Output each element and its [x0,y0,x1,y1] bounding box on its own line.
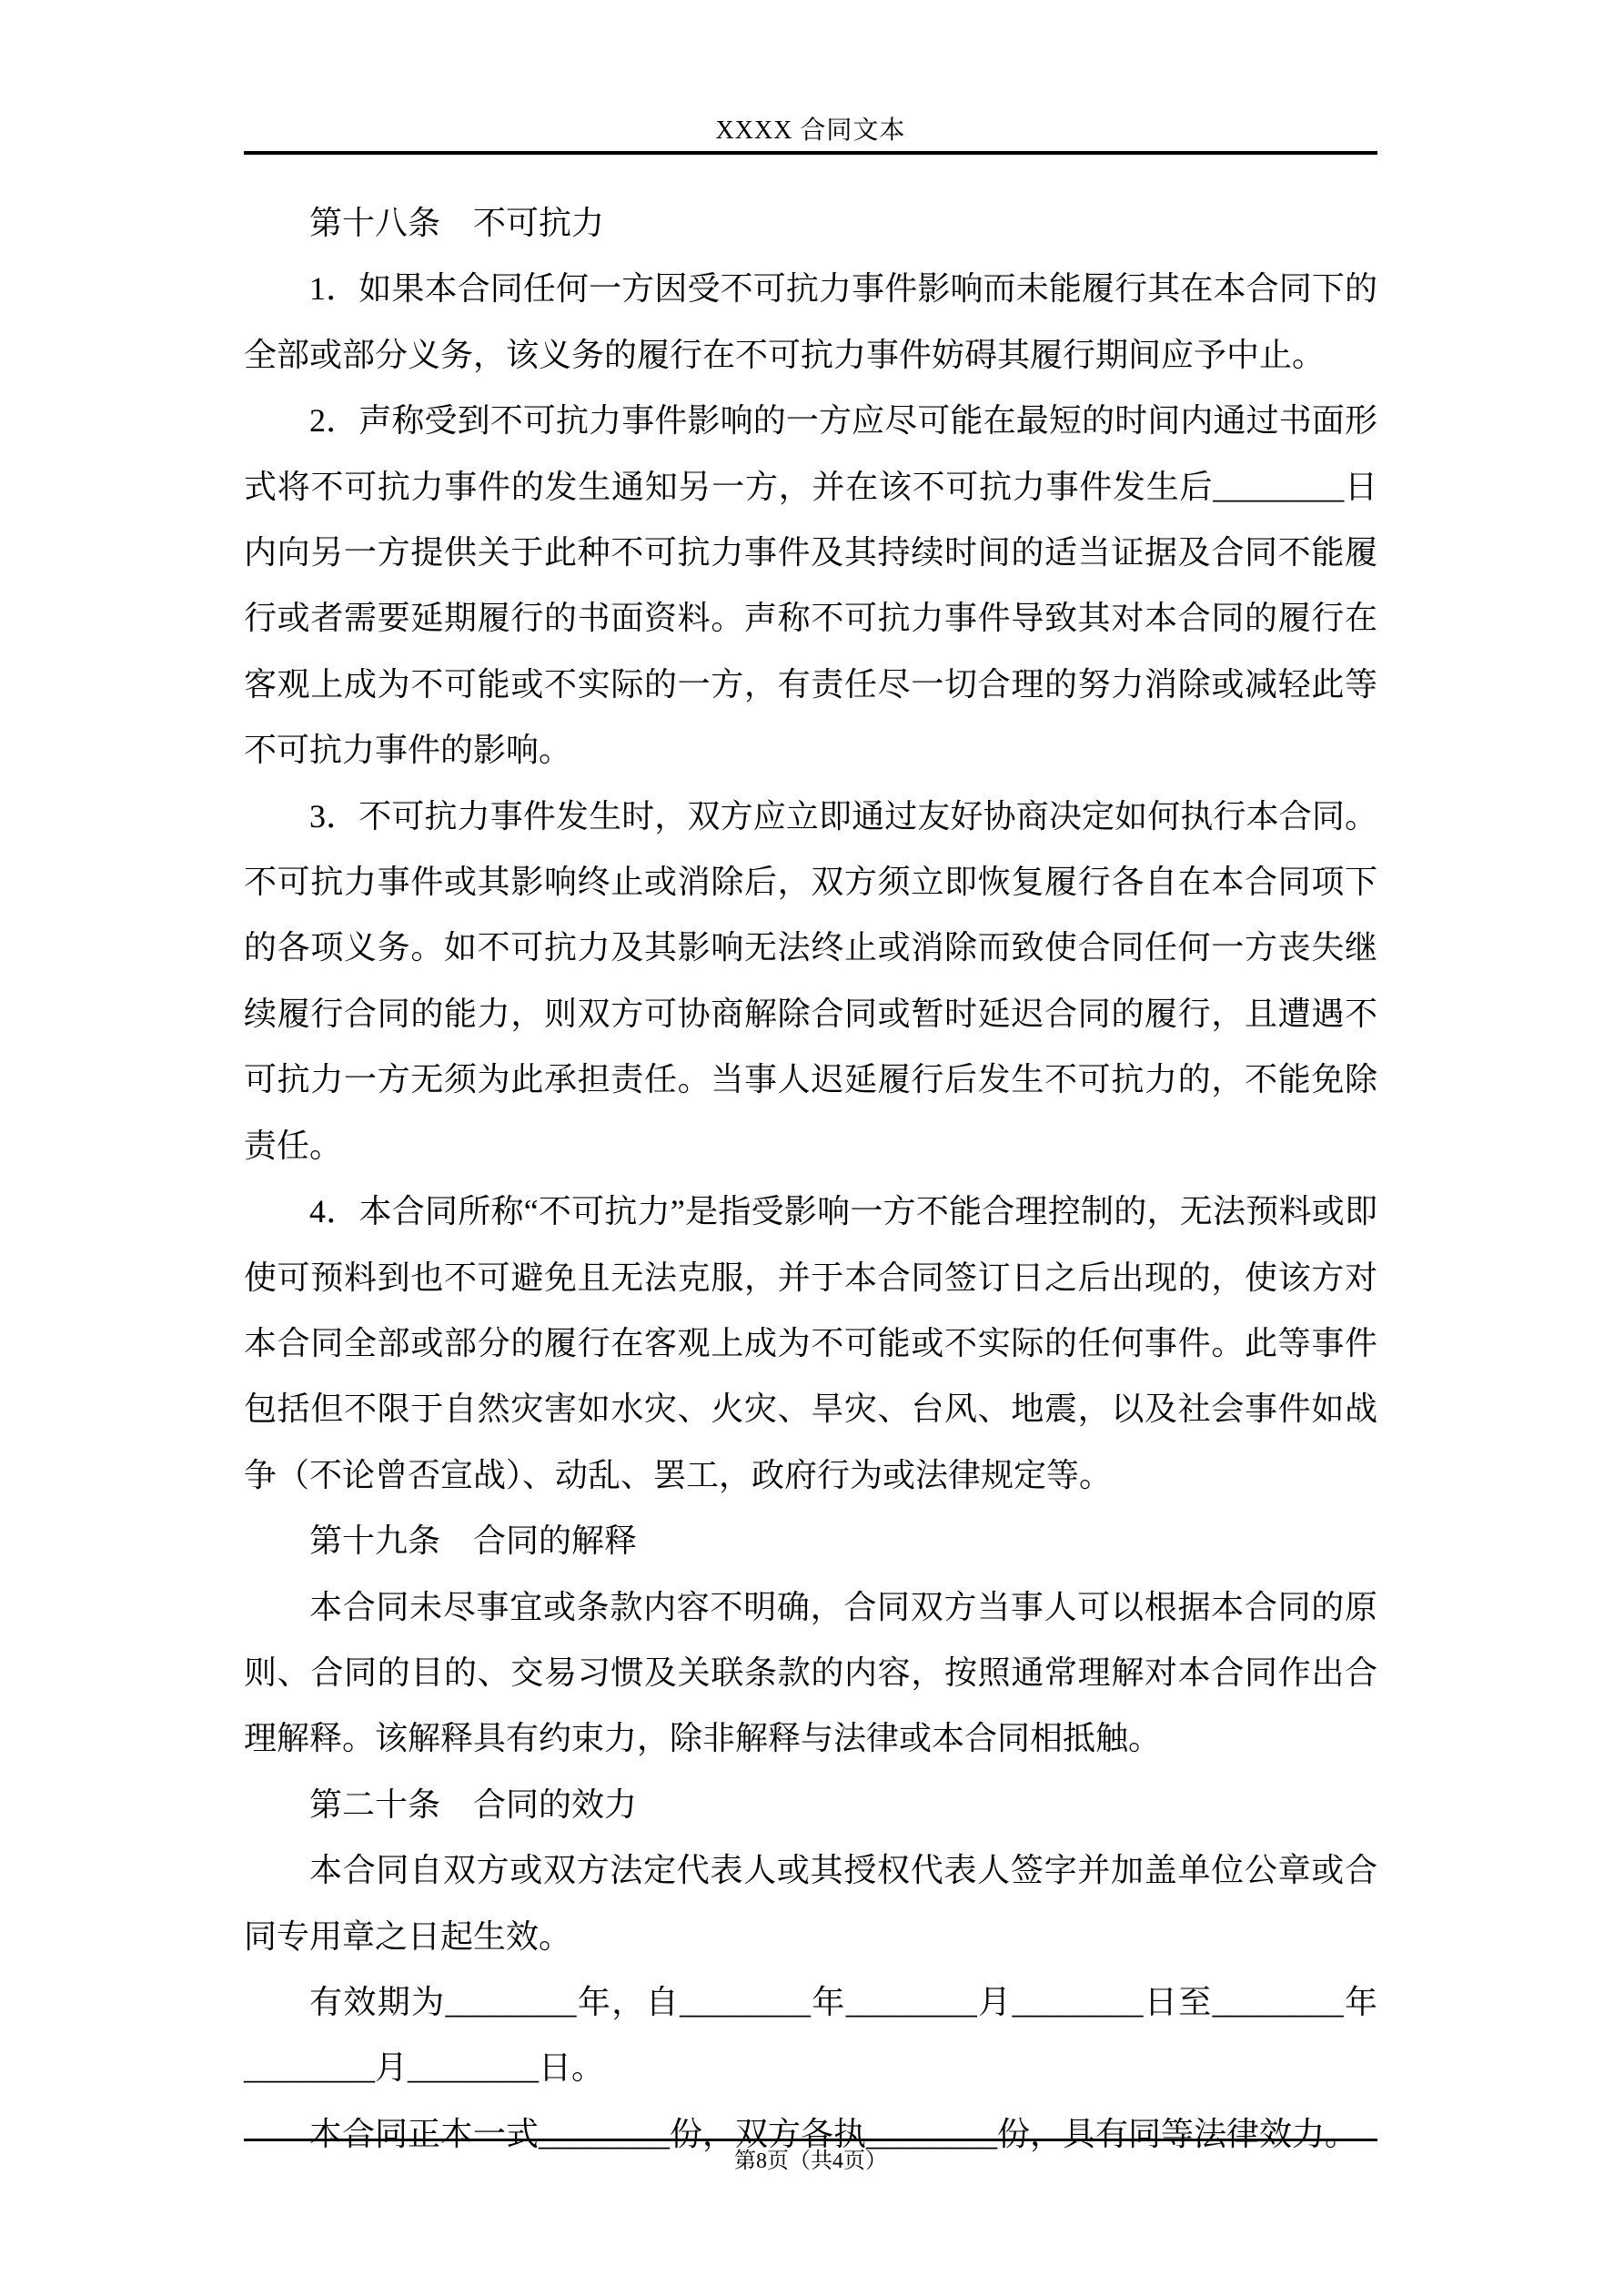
page-number: 第8页（共4页） [734,2149,887,2173]
paragraph: 有效期为________年，自________年________月________日至________年________月________日。 [244,1983,1377,2087]
contract-body [244,190,1377,2167]
page-footer [244,2139,1377,2174]
paragraph: 本合同正本一式________份，双方各执________份，具有同等法律效力。 [309,2115,1358,2152]
header-rule [244,151,1377,155]
paragraph: 3．不可抗力事件发生时，双方应立即通过友好协商决定如何执行本合同。不可抗力事件或其影响终止或消除后，双方须立即恢复履行各自在本合同项下的各项义务。如不可抗力及其影响无法终止或消除而致使合同任何一方丧失继续履行合同的能力，则双方可协商解除合同或暂时延迟合同的履行，且遭遇不可抗力一方无须为此承担责任。当事人迟延履行后发生不可抗力的，不能免除责任。 [244,797,1377,1164]
page-header [244,0,1377,155]
paragraph: 本合同自双方或双方法定代表人或其授权代表人签字并加盖单位公章或合同专用章之日起生效。 [244,1852,1377,1955]
paragraph: 2．声称受到不可抗力事件影响的一方应尽可能在最短的时间内通过书面形式将不可抗力事件的发生通知另一方，并在该不可抗力事件发生后________日内向另一方提供关于此种不可抗力事件及其持续时间的适当证据及合同不能履行或者需要延期履行的书面资料。声称不可抗力事件导致其对本合同的履行在客观上成为不可能或不实际的一方，有责任尽一切合理的努力消除或减轻此等不可抗力事件的影响。 [244,402,1377,769]
header-title: XXXX 合同文本 [715,116,906,145]
paragraph: 1．如果本合同任何一方因受不可抗力事件影响而未能履行其在本合同下的全部或部分义务，该义务的履行在不可抗力事件妨碍其履行期间应予中止。 [244,270,1377,373]
article-heading: 第十九条 合同的解释 [309,1522,638,1560]
article-heading: 第二十条 合同的效力 [309,1785,638,1823]
article-heading: 第十八条 不可抗力 [309,205,605,241]
paragraph: 4．本合同所称“不可抗力”是指受影响一方不能合理控制的，无法预料或即使可预料到也不可避免且无法克服，并于本合同签订日之后出现的，使该方对本合同全部或部分的履行在客观上成为不可能或不实际的任何事件。此等事件包括但不限于自然灾害如水灾、火灾、旱灾、台风、地震，以及社会事件如战争（不论曾否宣战）、动乱、罢工，政府行为或法律规定等。 [244,1193,1377,1493]
paragraph: 本合同未尽事宜或条款内容不明确，合同双方当事人可以根据本合同的原则、合同的目的、交易习惯及关联条款的内容，按照通常理解对本合同作出合理解释。该解释具有约束力，除非解释与法律或本合同相抵触。 [244,1588,1377,1757]
